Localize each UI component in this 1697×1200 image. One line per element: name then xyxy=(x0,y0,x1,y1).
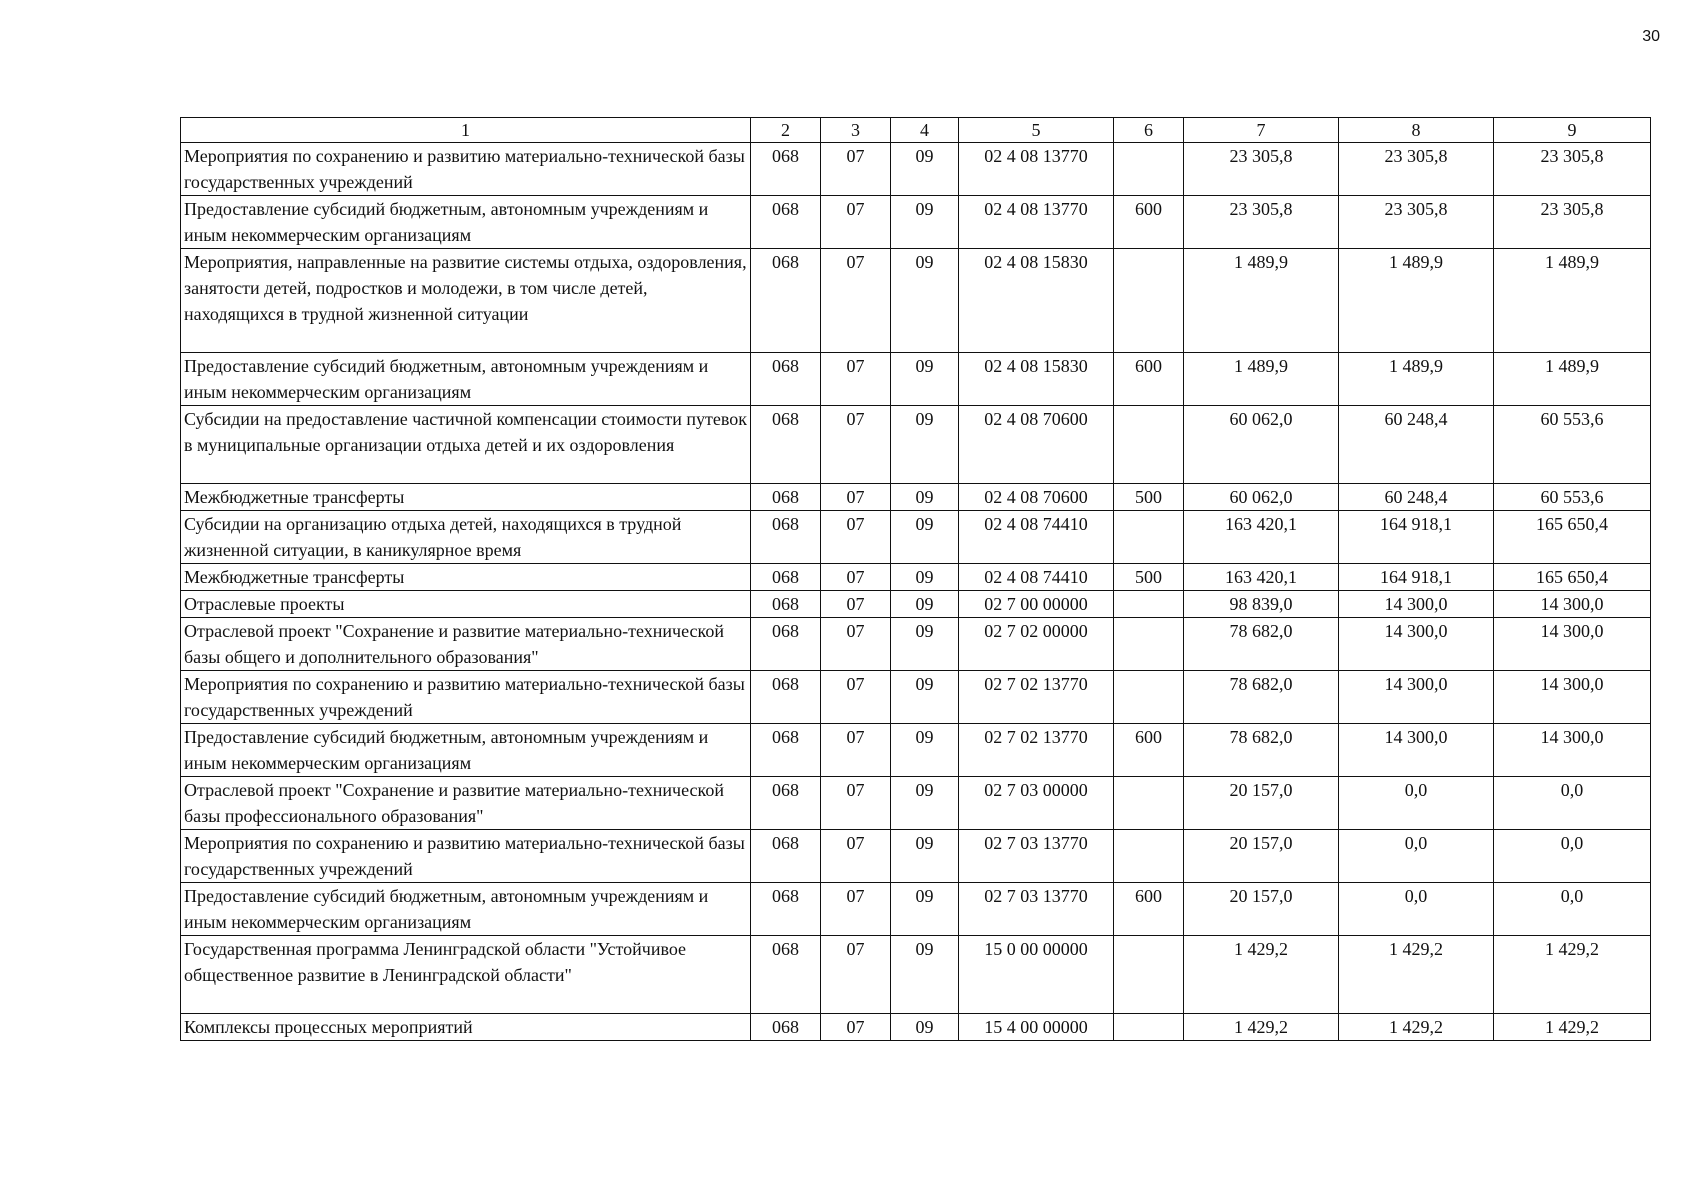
amount-col-7: 163 420,1 xyxy=(1184,564,1339,591)
table-row xyxy=(181,883,1651,936)
table-row xyxy=(181,724,1651,777)
subsection-code: 09 xyxy=(891,618,959,671)
subsection-code: 09 xyxy=(891,830,959,883)
subsection-code: 09 xyxy=(891,511,959,564)
expense-type-code xyxy=(1114,249,1184,353)
amount-col-8: 14 300,0 xyxy=(1339,724,1494,777)
subsection-code: 09 xyxy=(891,724,959,777)
target-article-code: 02 7 03 13770 xyxy=(959,830,1114,883)
subsection-code: 09 xyxy=(891,196,959,249)
admin-code: 068 xyxy=(751,143,821,196)
section-code: 07 xyxy=(821,777,891,830)
expense-type-code: 600 xyxy=(1114,353,1184,406)
admin-code: 068 xyxy=(751,724,821,777)
expense-type-code: 600 xyxy=(1114,196,1184,249)
expense-type-code xyxy=(1114,406,1184,484)
target-article-code: 02 7 00 00000 xyxy=(959,591,1114,618)
target-article-code: 02 4 08 13770 xyxy=(959,143,1114,196)
column-header: 2 xyxy=(751,118,821,143)
section-code: 07 xyxy=(821,724,891,777)
column-header: 5 xyxy=(959,118,1114,143)
amount-col-7: 20 157,0 xyxy=(1184,830,1339,883)
column-header: 6 xyxy=(1114,118,1184,143)
expense-type-code xyxy=(1114,777,1184,830)
subsection-code: 09 xyxy=(891,564,959,591)
amount-col-9: 1 429,2 xyxy=(1494,1014,1651,1041)
amount-col-9: 1 489,9 xyxy=(1494,353,1651,406)
subsection-code: 09 xyxy=(891,777,959,830)
subsection-code: 09 xyxy=(891,1014,959,1041)
column-header: 1 xyxy=(181,118,751,143)
target-article-code: 02 7 02 13770 xyxy=(959,724,1114,777)
amount-col-7: 60 062,0 xyxy=(1184,406,1339,484)
admin-code: 068 xyxy=(751,830,821,883)
target-article-code: 02 7 02 00000 xyxy=(959,618,1114,671)
column-header: 9 xyxy=(1494,118,1651,143)
page-number: 30 xyxy=(1642,28,1660,45)
target-article-code: 15 4 00 00000 xyxy=(959,1014,1114,1041)
expense-type-code: 500 xyxy=(1114,564,1184,591)
column-header: 8 xyxy=(1339,118,1494,143)
table-row xyxy=(181,511,1651,564)
admin-code: 068 xyxy=(751,671,821,724)
section-code: 07 xyxy=(821,564,891,591)
section-code: 07 xyxy=(821,671,891,724)
row-name: Межбюджетные трансферты xyxy=(181,484,751,511)
expense-type-code xyxy=(1114,671,1184,724)
target-article-code: 15 0 00 00000 xyxy=(959,936,1114,1014)
amount-col-8: 0,0 xyxy=(1339,830,1494,883)
table-row xyxy=(181,353,1651,406)
section-code: 07 xyxy=(821,1014,891,1041)
amount-col-8: 1 429,2 xyxy=(1339,1014,1494,1041)
table-row xyxy=(181,830,1651,883)
column-header: 3 xyxy=(821,118,891,143)
amount-col-8: 60 248,4 xyxy=(1339,484,1494,511)
amount-col-8: 164 918,1 xyxy=(1339,511,1494,564)
target-article-code: 02 4 08 74410 xyxy=(959,564,1114,591)
admin-code: 068 xyxy=(751,196,821,249)
admin-code: 068 xyxy=(751,591,821,618)
table-row xyxy=(181,618,1651,671)
expense-type-code xyxy=(1114,830,1184,883)
header-row xyxy=(181,118,1651,143)
amount-col-8: 23 305,8 xyxy=(1339,143,1494,196)
amount-col-9: 1 429,2 xyxy=(1494,936,1651,1014)
admin-code: 068 xyxy=(751,353,821,406)
row-name: Мероприятия, направленные на развитие системы отдыха, оздоровления, занятости детей, подростков и молодежи, в том числе детей, находящихся в трудной жизненной ситуации xyxy=(181,249,751,353)
row-name: Предоставление субсидий бюджетным, автономным учреждениям и иным некоммерческим организациям xyxy=(181,883,751,936)
section-code: 07 xyxy=(821,196,891,249)
admin-code: 068 xyxy=(751,484,821,511)
target-article-code: 02 7 03 00000 xyxy=(959,777,1114,830)
section-code: 07 xyxy=(821,406,891,484)
section-code: 07 xyxy=(821,936,891,1014)
amount-col-7: 60 062,0 xyxy=(1184,484,1339,511)
amount-col-8: 14 300,0 xyxy=(1339,671,1494,724)
column-header: 7 xyxy=(1184,118,1339,143)
amount-col-8: 164 918,1 xyxy=(1339,564,1494,591)
amount-col-7: 23 305,8 xyxy=(1184,143,1339,196)
amount-col-9: 0,0 xyxy=(1494,777,1651,830)
row-name: Отраслевой проект "Сохранение и развитие материально-технической базы профессионального образования" xyxy=(181,777,751,830)
section-code: 07 xyxy=(821,353,891,406)
expense-type-code: 600 xyxy=(1114,724,1184,777)
section-code: 07 xyxy=(821,249,891,353)
subsection-code: 09 xyxy=(891,883,959,936)
table-row xyxy=(181,777,1651,830)
row-name: Государственная программа Ленинградской области "Устойчивое общественное развитие в Ленинградской области" xyxy=(181,936,751,1014)
target-article-code: 02 4 08 15830 xyxy=(959,353,1114,406)
target-article-code: 02 4 08 74410 xyxy=(959,511,1114,564)
admin-code: 068 xyxy=(751,777,821,830)
row-name: Предоставление субсидий бюджетным, автономным учреждениям и иным некоммерческим организациям xyxy=(181,196,751,249)
row-name: Предоставление субсидий бюджетным, автономным учреждениям и иным некоммерческим организациям xyxy=(181,724,751,777)
row-name: Комплексы процессных мероприятий xyxy=(181,1014,751,1041)
table-row xyxy=(181,564,1651,591)
section-code: 07 xyxy=(821,830,891,883)
target-article-code: 02 7 02 13770 xyxy=(959,671,1114,724)
expense-type-code xyxy=(1114,511,1184,564)
amount-col-9: 0,0 xyxy=(1494,883,1651,936)
row-name: Субсидии на предоставление частичной компенсации стоимости путевок в муниципальные организации отдыха детей и их оздоровления xyxy=(181,406,751,484)
table-row xyxy=(181,196,1651,249)
subsection-code: 09 xyxy=(891,484,959,511)
amount-col-9: 0,0 xyxy=(1494,830,1651,883)
expense-type-code xyxy=(1114,618,1184,671)
target-article-code: 02 4 08 15830 xyxy=(959,249,1114,353)
target-article-code: 02 4 08 13770 xyxy=(959,196,1114,249)
subsection-code: 09 xyxy=(891,671,959,724)
table-row xyxy=(181,936,1651,1014)
amount-col-9: 14 300,0 xyxy=(1494,671,1651,724)
target-article-code: 02 7 03 13770 xyxy=(959,883,1114,936)
row-name: Субсидии на организацию отдыха детей, находящихся в трудной жизненной ситуации, в каникулярное время xyxy=(181,511,751,564)
admin-code: 068 xyxy=(751,406,821,484)
table-row xyxy=(181,1014,1651,1041)
amount-col-8: 23 305,8 xyxy=(1339,196,1494,249)
amount-col-7: 23 305,8 xyxy=(1184,196,1339,249)
expense-type-code: 500 xyxy=(1114,484,1184,511)
row-name: Мероприятия по сохранению и развитию материально-технической базы государственных учреждений xyxy=(181,671,751,724)
admin-code: 068 xyxy=(751,249,821,353)
table-row xyxy=(181,484,1651,511)
row-name: Межбюджетные трансферты xyxy=(181,564,751,591)
amount-col-7: 78 682,0 xyxy=(1184,724,1339,777)
amount-col-7: 1 429,2 xyxy=(1184,1014,1339,1041)
row-name: Мероприятия по сохранению и развитию материально-технической базы государственных учреждений xyxy=(181,830,751,883)
amount-col-9: 14 300,0 xyxy=(1494,591,1651,618)
row-name: Отраслевой проект "Сохранение и развитие материально-технической базы общего и дополнительного образования" xyxy=(181,618,751,671)
amount-col-9: 165 650,4 xyxy=(1494,564,1651,591)
amount-col-7: 78 682,0 xyxy=(1184,671,1339,724)
subsection-code: 09 xyxy=(891,591,959,618)
amount-col-8: 1 489,9 xyxy=(1339,249,1494,353)
subsection-code: 09 xyxy=(891,143,959,196)
subsection-code: 09 xyxy=(891,406,959,484)
amount-col-8: 60 248,4 xyxy=(1339,406,1494,484)
admin-code: 068 xyxy=(751,1014,821,1041)
amount-col-7: 1 489,9 xyxy=(1184,353,1339,406)
expense-type-code xyxy=(1114,1014,1184,1041)
amount-col-8: 0,0 xyxy=(1339,777,1494,830)
table-row xyxy=(181,143,1651,196)
admin-code: 068 xyxy=(751,618,821,671)
amount-col-9: 23 305,8 xyxy=(1494,143,1651,196)
amount-col-8: 14 300,0 xyxy=(1339,591,1494,618)
amount-col-9: 60 553,6 xyxy=(1494,406,1651,484)
row-name: Предоставление субсидий бюджетным, автономным учреждениям и иным некоммерческим организациям xyxy=(181,353,751,406)
amount-col-8: 0,0 xyxy=(1339,883,1494,936)
amount-col-7: 1 429,2 xyxy=(1184,936,1339,1014)
section-code: 07 xyxy=(821,618,891,671)
amount-col-8: 1 429,2 xyxy=(1339,936,1494,1014)
admin-code: 068 xyxy=(751,511,821,564)
amount-col-9: 14 300,0 xyxy=(1494,724,1651,777)
amount-col-7: 1 489,9 xyxy=(1184,249,1339,353)
amount-col-7: 20 157,0 xyxy=(1184,777,1339,830)
section-code: 07 xyxy=(821,883,891,936)
section-code: 07 xyxy=(821,511,891,564)
amount-col-9: 14 300,0 xyxy=(1494,618,1651,671)
table-row xyxy=(181,406,1651,484)
section-code: 07 xyxy=(821,143,891,196)
expense-type-code xyxy=(1114,936,1184,1014)
amount-col-9: 60 553,6 xyxy=(1494,484,1651,511)
subsection-code: 09 xyxy=(891,353,959,406)
amount-col-7: 78 682,0 xyxy=(1184,618,1339,671)
target-article-code: 02 4 08 70600 xyxy=(959,484,1114,511)
amount-col-7: 98 839,0 xyxy=(1184,591,1339,618)
subsection-code: 09 xyxy=(891,936,959,1014)
admin-code: 068 xyxy=(751,564,821,591)
amount-col-7: 163 420,1 xyxy=(1184,511,1339,564)
expense-type-code xyxy=(1114,143,1184,196)
admin-code: 068 xyxy=(751,936,821,1014)
admin-code: 068 xyxy=(751,883,821,936)
table-row xyxy=(181,591,1651,618)
table-row xyxy=(181,249,1651,353)
amount-col-8: 1 489,9 xyxy=(1339,353,1494,406)
section-code: 07 xyxy=(821,484,891,511)
row-name: Мероприятия по сохранению и развитию материально-технической базы государственных учреждений xyxy=(181,143,751,196)
amount-col-9: 1 489,9 xyxy=(1494,249,1651,353)
section-code: 07 xyxy=(821,591,891,618)
expense-type-code: 600 xyxy=(1114,883,1184,936)
amount-col-7: 20 157,0 xyxy=(1184,883,1339,936)
row-name: Отраслевые проекты xyxy=(181,591,751,618)
column-header: 4 xyxy=(891,118,959,143)
target-article-code: 02 4 08 70600 xyxy=(959,406,1114,484)
amount-col-8: 14 300,0 xyxy=(1339,618,1494,671)
amount-col-9: 23 305,8 xyxy=(1494,196,1651,249)
expense-type-code xyxy=(1114,591,1184,618)
subsection-code: 09 xyxy=(891,249,959,353)
amount-col-9: 165 650,4 xyxy=(1494,511,1651,564)
budget-table xyxy=(180,117,1651,1041)
table-row xyxy=(181,671,1651,724)
